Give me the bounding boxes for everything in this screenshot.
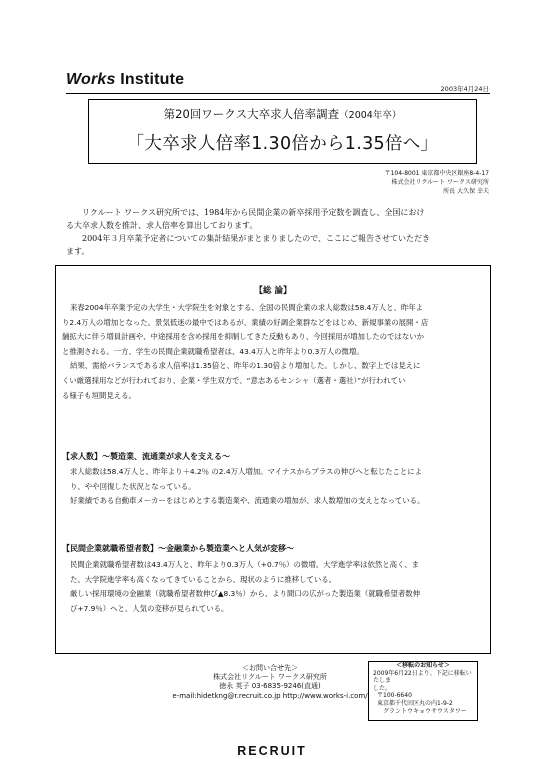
address-line-3: 所長 大久保 幸夫 [443, 188, 489, 195]
section-line: た、大学院進学率も高くなってきていることから、現状のように推移している。 [70, 574, 337, 584]
contact-heading: ＜お問い合せ先＞ [242, 664, 298, 672]
summary-line: 来春2004年卒業予定の大学生・大学院生を対象とする、全国の民間企業の求人総数は58.4万人と、昨年よ [70, 303, 424, 312]
address-line-2: 株式会社リクルート ワークス研究所 [391, 179, 489, 186]
section-line: り、やや回復した状況となっている。 [70, 481, 196, 491]
subtitle-year: （2004年卒） [339, 110, 402, 121]
summary-line: と推測される。一方、学生の民間企業就職希望者は、43.4万人と昨年より0.3万人の微増。 [62, 346, 364, 356]
intro-line: 2004年３月卒業予定者についての集計結果がまとまりましたので、ここにご報告させていただき [82, 234, 431, 243]
intro-line: る大卒求人数を推計、求人倍率を算出しております。 [66, 221, 258, 230]
notice-line: 2009年6月22日より、下記に移転いたしま [373, 669, 472, 685]
section-line: び+7.9％）へと、人気の変移が見られている。 [70, 603, 229, 613]
summary-line: 結果、需給バランスである求人倍率は1.35倍と、昨年の1.30倍より増加した。しかし、数字上では見えに [70, 361, 421, 371]
notice-line: した。 [373, 684, 392, 692]
summary-line: くい厳選採用などが行われており、企業・学生双方で、“意志あるセンシャ（選者・選社）”が行われてい [62, 375, 406, 385]
contact-email-url: e-mail:hidetkng@r.recruit.co.jp http://www.works-i.com/ [172, 691, 368, 700]
intro-line: リクルート ワークス研究所では、1984年から民間企業の新卒採用予定数を調査し、全国におけ [82, 208, 425, 217]
summary-line: 舗拡大に伴う増員計画や、中途採用を含め採用を抑制してきた反動もあり、今回採用が増加したのではないか [62, 332, 424, 342]
summary-body [62, 301, 486, 403]
intro-paragraph [66, 206, 490, 258]
notice-building: グラントウキョウサウスタワー [383, 707, 467, 715]
relocation-notice [368, 661, 478, 721]
section-applicants-body [70, 558, 486, 616]
notice-address: 東京都千代田区丸の内1-9-2 [377, 699, 453, 707]
report-date: 2003年4月24日 [440, 85, 489, 93]
intro-line: ます。 [66, 247, 90, 256]
section-applicants-heading: 【民間企業就職希望者数】～金融業から製造業へと人気が変移～ [62, 544, 294, 553]
contact-company: 株式会社リクルート ワークス研究所 [213, 673, 327, 682]
content-box [55, 265, 491, 654]
section-line: 民間企業就職希望者数は43.4万人と、昨年より0.3万人（+0.7％）の微増。大学進学率は依然と高く、ま [70, 560, 420, 569]
notice-heading: ＜移転のお知らせ＞ [396, 662, 450, 669]
section-recruitment-heading: 【求人数】～製造業、流通業が求人を支える～ [62, 452, 230, 461]
logo-institute: Institute [120, 71, 185, 88]
recruit-logo: RECRUIT [237, 744, 307, 758]
section-line: 厳しい採用環境の金融業（就職希望者数伸び▲8.3％）から、より間口の広がった製造業（就職希望者数伸 [70, 589, 421, 599]
contact-person: 徳永 英子 03-6835-9246(直通) [219, 682, 321, 691]
subtitle-main: 第20回ワークス大卒求人倍率調査 [163, 107, 340, 121]
main-title: 「大卒求人倍率1.30倍から1.35倍へ」 [126, 134, 439, 154]
title-box [88, 99, 477, 164]
notice-postal: 〒100-6640 [377, 692, 412, 700]
summary-heading: 【総 論】 [254, 286, 292, 296]
works-institute-logo [66, 71, 184, 89]
header-divider [66, 93, 490, 94]
logo-works: Works [66, 71, 116, 88]
subtitle [89, 106, 476, 122]
summary-line: る様子も垣間見える。 [62, 390, 136, 400]
summary-line: り2.4万人の増加となった。景気低迷の最中ではあるが、業績の好調企業群などをはじめ、新規事業の展開・店 [62, 317, 429, 327]
section-line: 好業績である自動車メーカーをはじめとする製造業や、流通業の増加が、求人数増加の支えとなっている。 [70, 496, 425, 506]
address-line-1: 〒104-8001 東京都中央区銀座8-4-17 [384, 170, 489, 177]
section-recruitment-body [70, 465, 486, 509]
section-line: 求人総数は58.4万人と、昨年より＋4.2％ の2.4万人増加。マイナスからプラスの伸びへと転じたことによ [70, 467, 423, 476]
